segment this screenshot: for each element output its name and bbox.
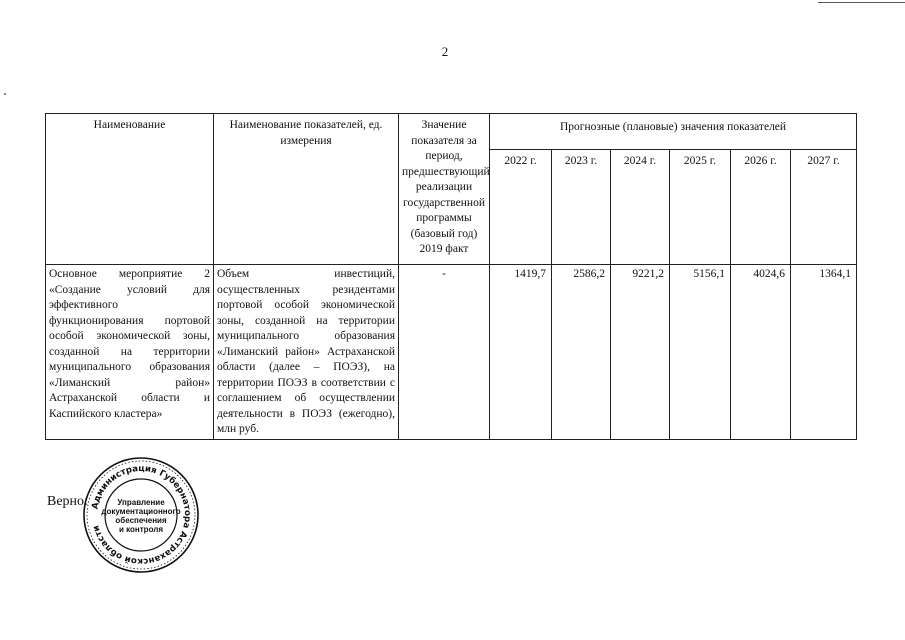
header-forecast: Прогнозные (плановые) значения показателей xyxy=(490,114,857,150)
page-number: 2 xyxy=(441,44,449,59)
header-year: 2022 г. xyxy=(490,150,552,265)
top-rule xyxy=(818,2,905,3)
seal-stamp-icon xyxy=(82,456,200,574)
row-indicator: Объем инвестиций, осуществленных резидентами портовой особой экономической зоны, созданной на территории муниципального образования «Лиманский район» Астраханской области (далее – ПОЭЗ), на территории ПОЭЗ в соответствии с соглашением об осуществлении деятельности в ПОЭЗ (ежегодно), млн руб. xyxy=(214,265,399,440)
indicators-table xyxy=(45,113,857,440)
header-year: 2025 г. xyxy=(670,150,731,265)
row-value: 4024,6 xyxy=(731,265,791,440)
row-name: Основное мероприятие 2 «Создание условий для эффективного функционирования портовой особой экономической зоны, созданной на территории муниципального образования «Лиманский район» Астраханской области и Каспийского кластера» xyxy=(46,265,214,440)
svg-text:Администрация Губернатора Астр: Администрация Губернатора Астраханской области xyxy=(90,463,193,567)
header-base-value: Значение показателя за период, предшествующий реализации государственной программы (базовый год) 2019 факт xyxy=(399,114,490,265)
header-year: 2027 г. xyxy=(791,150,857,265)
header-name: Наименование xyxy=(46,114,214,265)
scan-speck xyxy=(4,93,6,95)
row-value: 5156,1 xyxy=(670,265,731,440)
header-year: 2023 г. xyxy=(552,150,611,265)
row-base-value: - xyxy=(399,265,490,440)
header-year: 2024 г. xyxy=(611,150,670,265)
row-value: 9221,2 xyxy=(611,265,670,440)
table-row xyxy=(46,265,857,440)
verno-label: Верно: xyxy=(47,494,88,509)
row-value: 1364,1 xyxy=(791,265,857,440)
svg-text:Управлениедокументационногообе: Управление документационного обеспечения и контроля xyxy=(101,498,181,534)
header-year: 2026 г. xyxy=(731,150,791,265)
row-value: 1419,7 xyxy=(490,265,552,440)
row-value: 2586,2 xyxy=(552,265,611,440)
header-indicator: Наименование показателей, ед. измерения xyxy=(214,114,399,265)
